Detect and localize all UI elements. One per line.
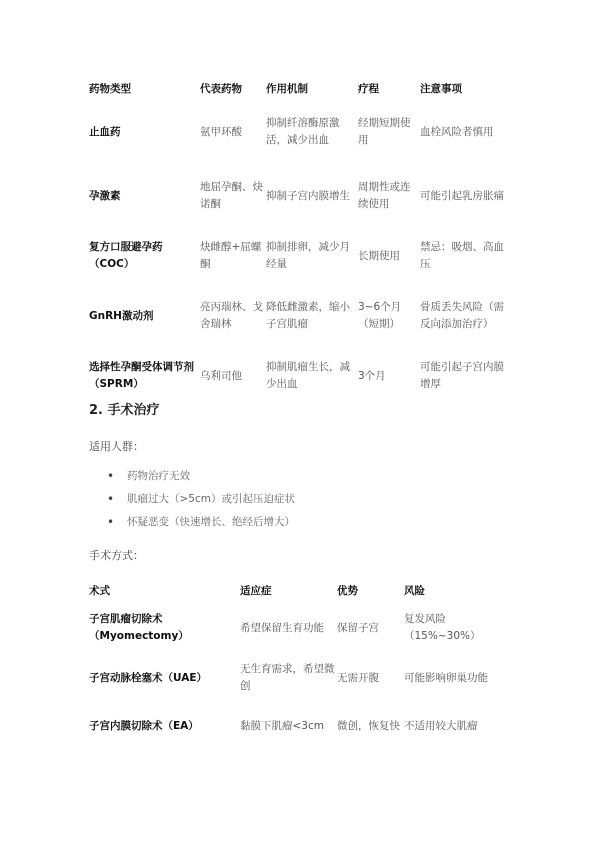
drug-type-cell: 止血药: [89, 125, 121, 138]
table-cell: 氨甲环酸: [200, 125, 242, 138]
table-cell: 地屈孕酮、炔诺酮: [200, 181, 263, 210]
table-cell: 保留子宫: [337, 621, 379, 634]
drug-table-header: 作用机制: [266, 82, 308, 95]
list-item: • 药物治疗无效: [107, 466, 295, 489]
procedure-cell: 子宫肌瘤切除术（Myomectomy）: [89, 613, 189, 642]
table-row: [89, 228, 509, 284]
drug-table-header: 药物类型: [89, 82, 131, 95]
table-row: [89, 702, 509, 750]
table-row: [89, 654, 509, 702]
table-cell: 抑制子宫内膜增生: [266, 189, 350, 202]
drug-type-cell: 复方口服避孕药（COC）: [89, 241, 163, 270]
table-cell: 亮丙瑞林、戈舍瑞林: [200, 301, 263, 330]
table-cell: 黏膜下肌瘤<3cm: [240, 719, 324, 732]
table-cell: 希望保留生育功能: [240, 621, 324, 634]
table-cell: 降低雌激素，缩小子宫肌瘤: [266, 301, 350, 330]
table-row: [89, 284, 509, 348]
table-row: [89, 100, 509, 164]
drug-table: [89, 78, 509, 404]
methods-label: 手术方式：: [89, 549, 144, 562]
list-item: • 肌瘤过大（>5cm）或引起压迫症状: [107, 489, 295, 512]
table-row: [89, 602, 509, 654]
table-cell: 禁忌：吸烟、高血压: [420, 241, 504, 270]
procedure-cell: 子宫内膜切除术（EA）: [89, 719, 199, 732]
section-heading: 2. 手术治疗: [89, 403, 160, 418]
table-cell: 长期使用: [358, 249, 400, 262]
table-cell: 抑制纤溶酶原激活，减少出血: [266, 117, 340, 146]
table-cell: 可能影响卵巢功能: [404, 671, 488, 684]
table-cell: 可能引起子宫内膜增厚: [420, 361, 504, 390]
indications-list: [107, 466, 295, 535]
table-cell: 无需开腹: [337, 671, 379, 684]
table-cell: 微创，恢复快: [337, 719, 400, 732]
table-row: [89, 164, 509, 228]
drug-table-header: 疗程: [358, 82, 379, 95]
table-cell: 周期性或连续使用: [358, 181, 411, 210]
indications-label: 适用人群：: [89, 440, 144, 453]
table-cell: 可能引起乳房胀痛: [420, 189, 504, 202]
drug-table-header-row: [89, 78, 509, 100]
table-cell: 3个月: [358, 369, 386, 382]
table-row: [89, 348, 509, 404]
table-cell: 抑制排卵，减少月经量: [266, 241, 350, 270]
drug-type-cell: GnRH激动剂: [89, 309, 154, 322]
surgery-table-header: 优势: [337, 584, 358, 597]
surgery-table-header: 风险: [404, 584, 425, 597]
table-cell: 血栓风险者慎用: [420, 125, 494, 138]
drug-table-header: 代表药物: [200, 82, 242, 95]
surgery-table-header: 适应症: [240, 584, 272, 597]
table-cell: 无生育需求，希望微创: [240, 663, 335, 692]
table-cell: 乌利司他: [200, 369, 242, 382]
drug-type-cell: 选择性孕酮受体调节剂（SPRM）: [89, 361, 194, 390]
table-cell: 抑制肌瘤生长，减少出血: [266, 361, 350, 390]
table-cell: 3~6个月（短期）: [358, 301, 402, 330]
surgery-table: [89, 580, 509, 750]
procedure-cell: 子宫动脉栓塞术（UAE）: [89, 671, 208, 684]
table-cell: 不适用较大肌瘤: [404, 719, 478, 732]
list-item: • 怀疑恶变（快速增长、绝经后增大）: [107, 512, 295, 535]
surgery-table-header: 术式: [89, 584, 110, 597]
drug-type-cell: 孕激素: [89, 189, 121, 202]
table-cell: 骨质丢失风险（需反向添加治疗）: [420, 301, 504, 330]
table-cell: 复发风险（15%~30%）: [404, 613, 481, 642]
drug-table-header: 注意事项: [420, 82, 462, 95]
table-cell: 经期短期使用: [358, 117, 411, 146]
table-cell: 炔雌醇+屈螺酮: [200, 241, 262, 270]
surgery-table-header-row: [89, 580, 509, 602]
